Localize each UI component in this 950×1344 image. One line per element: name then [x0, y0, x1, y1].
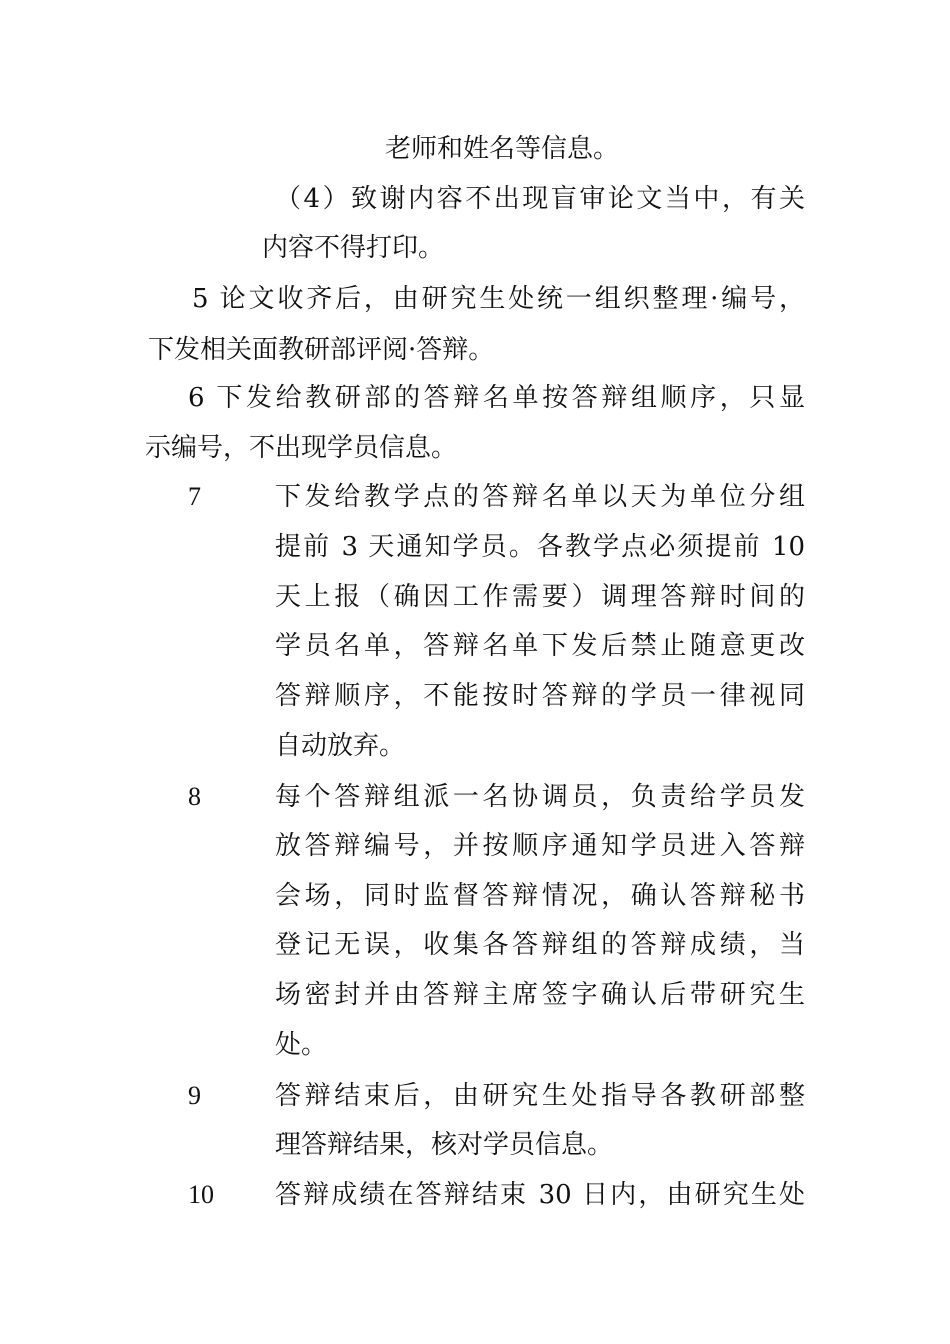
item5-line-1: 5 论文收齐后，由研究生处统一组织整理·编号，: [192, 284, 805, 314]
item7-number: 7: [188, 482, 201, 511]
item8-number: 8: [188, 782, 201, 811]
item7-line-5: 答辩顺序，不能按时答辩的学员一律视同: [275, 681, 805, 711]
item6-line-2: 示编号，不出现学员信息。: [145, 433, 458, 463]
item9-line-1: 答辩结束后，由研究生处指导各教研部整: [275, 1081, 805, 1111]
item8-line-5: 场密封并由答辩主席签字确认后带研究生: [275, 980, 805, 1010]
item4-line-2: 内容不得打印。: [262, 233, 445, 263]
item7-line-3: 天上报（确因工作需要）调理答辩时间的: [275, 582, 805, 612]
item8-line-4: 登记无误，收集各答辩组的答辩成绩，当: [275, 930, 805, 960]
item8-line-3: 会场，同时监督答辩情况，确认答辩秘书: [275, 881, 805, 911]
item7-line-1: 下发给教学点的答辩名单以天为单位分组: [275, 482, 805, 512]
item5-line-2: 下发相关面教研部评阅·答辩。: [148, 335, 495, 365]
item8-line-1: 每个答辩组派一名协调员，负责给学员发: [275, 782, 805, 812]
item10-number: 10: [188, 1180, 214, 1209]
item7-line-2: 提前 3 天通知学员。各教学点必须提前 10: [275, 532, 805, 562]
item6-line-1: 6 下发给教研部的答辩名单按答辩组顺序，只显: [188, 383, 805, 413]
item10-line-1: 答辩成绩在答辩结束 30 日内，由研究生处: [275, 1180, 805, 1210]
item7-line-4: 学员名单，答辩名单下发后禁止随意更改: [275, 631, 805, 661]
item4-continuation: 老师和姓名等信息。: [385, 134, 620, 164]
item7-line-6: 自动放弃。: [275, 731, 406, 761]
item8-line-2: 放答辩编号，并按顺序通知学员进入答辩: [275, 831, 805, 861]
item9-number: 9: [188, 1081, 201, 1110]
item8-line-6: 处。: [275, 1030, 328, 1060]
item4-line-1: （4）致谢内容不出现盲审论文当中，有关: [275, 184, 805, 214]
item9-line-2: 理答辩结果，核对学员信息。: [275, 1130, 614, 1160]
